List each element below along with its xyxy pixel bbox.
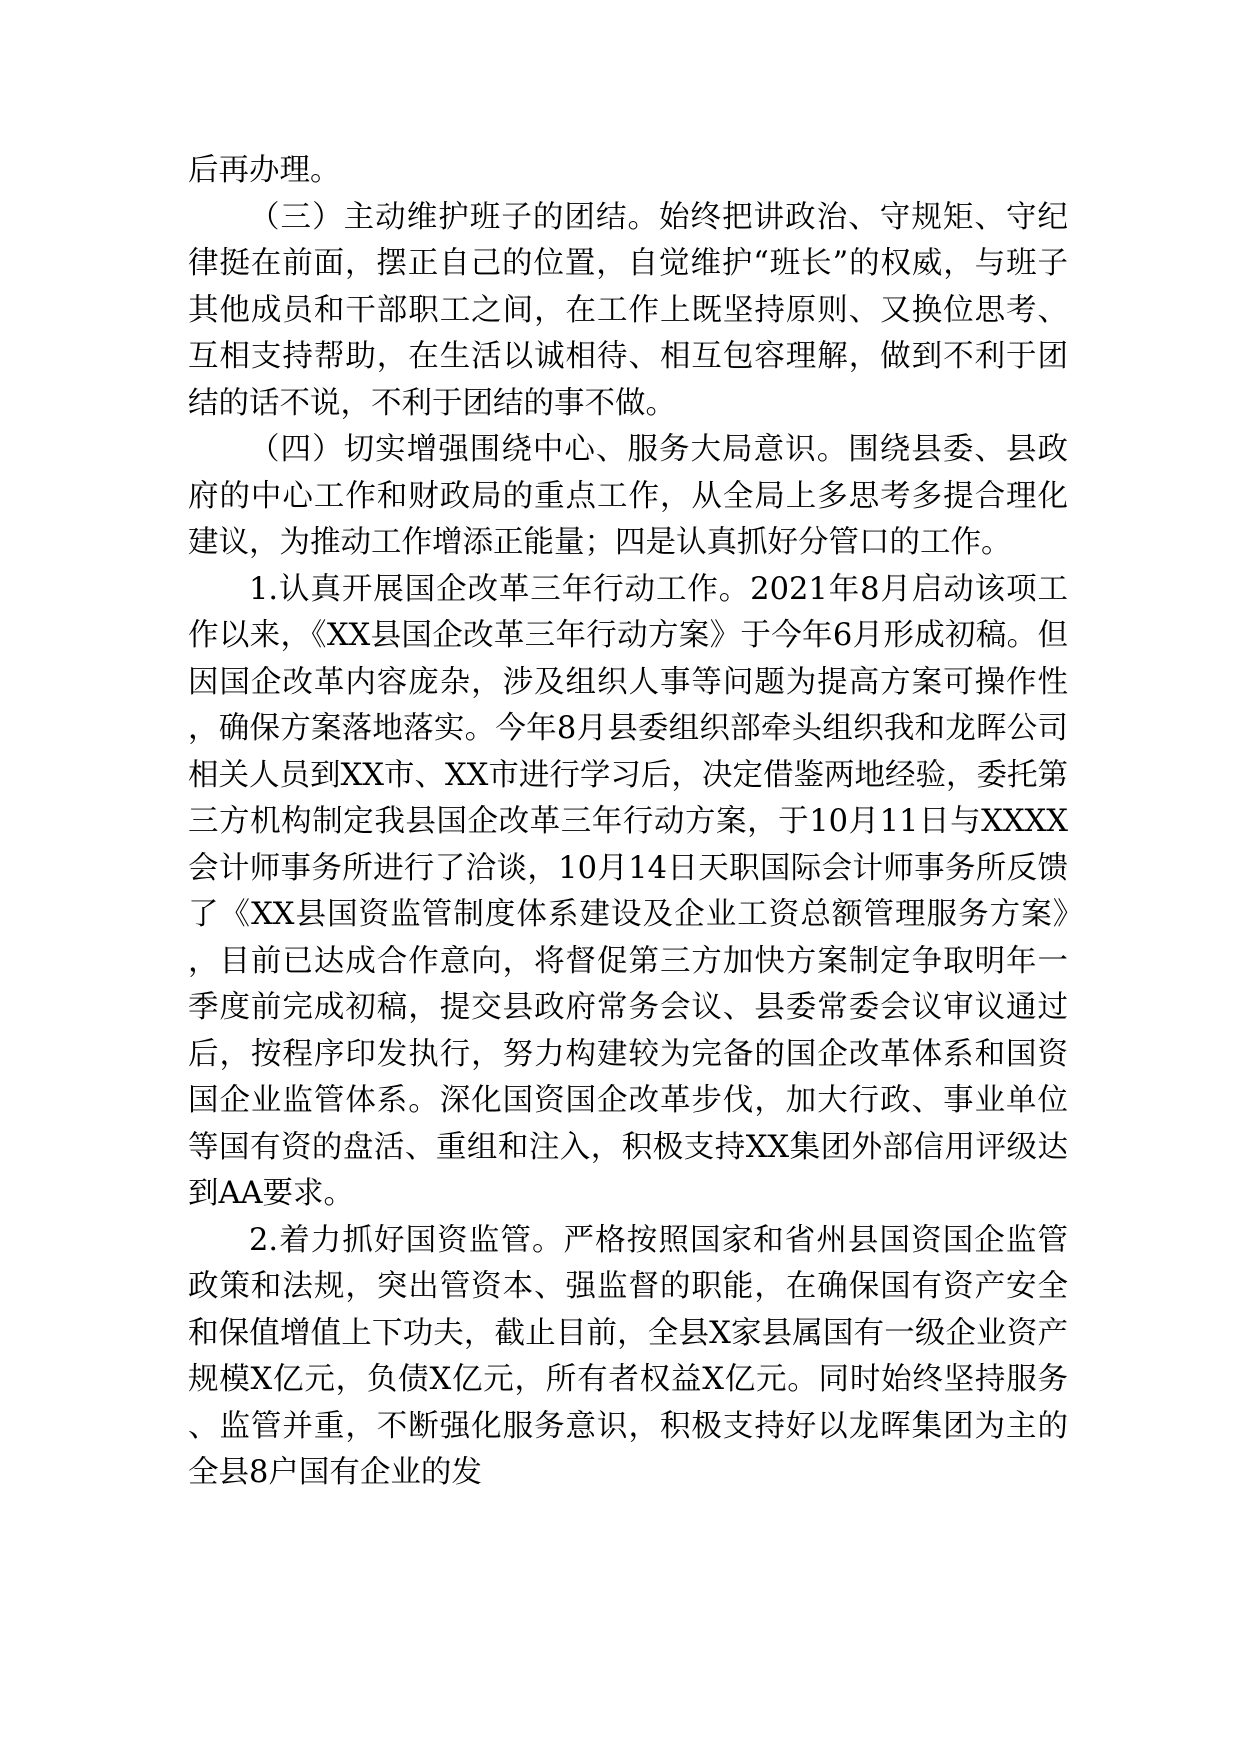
document-body <box>188 148 1068 1497</box>
paragraph-section-three: （三）主动维护班子的团结。始终把讲政治、守规矩、守纪律挺在前面，摆正自己的位置，自觉维护“班长”的权威，与班子其他成员和干部职工之间，在工作上既坚持原则、又换位思考、互相支持帮助，在生活以诚相待、相互包容理解，做到不利于团结的话不说，不利于团结的事不做。 <box>188 199 1068 421</box>
paragraph-section-four: （四）切实增强围绕中心、服务大局意识。围绕县委、县政府的中心工作和财政局的重点工作，从全局上多思考多提合理化建议，为推动工作增添正能量；四是认真抓好分管口的工作。 <box>188 432 1068 560</box>
paragraph-item-one: 1.认真开展国企改革三年行动工作。2021年8月启动该项工作以来，《XX县国企改革三年行动方案》于今年6月形成初稿。但因国企改革内容庞杂，涉及组织人事等问题为提高方案可操作性，确保方案落地落实。今年8月县委组织部牵头组织我和龙晖公司相关人员到XX市、XX市进行学习后，决定借鉴两地经验，委托第三方机构制定我县国企改革三年行动方案，于10月11日与XXXX会计师事务所进行了洽谈，10月14日天职国际会计师事务所反馈了《XX县国资监管制度体系建设及企业工资总额管理服务方案》，目前已达成合作意向，将督促第三方加快方案制定争取明年一季度前完成初稿，提交县政府常务会议、县委常委会议审议通过后，按程序印发执行，努力构建较为完备的国企改革体系和国资国企业监管体系。深化国资国企改革步伐，加大行政、事业单位等国有资的盘活、重组和注入，积极支持XX集团外部信用评级达到AA要求。 <box>188 571 1068 1211</box>
paragraph-continuation: 后再办理。 <box>188 153 341 188</box>
paragraph-item-two: 2.着力抓好国资监管。严格按照国家和省州县国资国企监管政策和法规，突出管资本、强监督的职能，在确保国有资产安全和保值增值上下功夫，截止目前，全县X家县属国有一级企业资产规模X亿元，负债X亿元，所有者权益X亿元。同时始终坚持服务、监管并重，不断强化服务意识，积极支持好以龙晖集团为主的全县8户国有企业的发 <box>188 1222 1068 1490</box>
